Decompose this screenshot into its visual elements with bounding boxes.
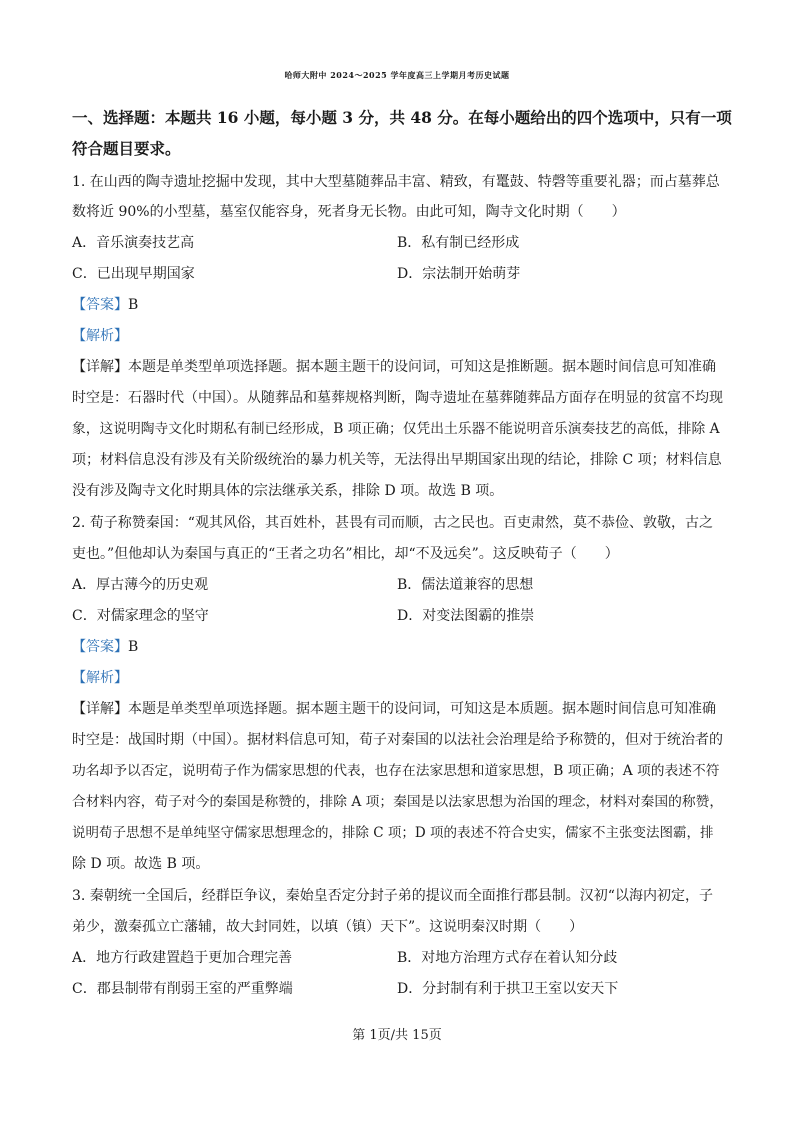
question-2-stem-line-2: 吏也。”但他却认为秦国与真正的“王者之功名”相比，却“不及远矣”。这反映荀子（ ） (72, 546, 619, 562)
question-2-detail-line-1: 【详解】本题是单类型单项选择题。据本题主题干的设问词，可知这是本质题。据本题时间信息可知准确 (72, 701, 716, 717)
page-footer: 第 1页/共 15页 (352, 1028, 442, 1043)
question-2-option-b: B．儒法道兼容的思想 (397, 577, 534, 593)
question-1-detail-line-1: 【详解】本题是单类型单项选择题。据本题主题干的设问词，可知这是推断题。据本题时间信息可知准确 (72, 359, 716, 375)
question-1-option-c: C．已出现早期国家 (72, 266, 195, 282)
question-3-option-c: C．郡县制带有削弱王室的严重弊端 (72, 981, 293, 997)
question-3-option-d: D．分封制有利于拱卫王室以安天下 (397, 981, 619, 997)
question-1-detail-line-3: 象，这说明陶寺文化时期私有制已经形成，B 项正确；仅凭出土乐器不能说明音乐演奏技艺的高低，排除 A (72, 421, 720, 437)
question-2-answer (72, 637, 138, 657)
question-1-option-b: B．私有制已经形成 (397, 235, 520, 251)
question-2-detail-line-5: 说明荀子思想不是单纯坚守儒家思想理念的，排除 C 项；D 项的表述不符合史实，儒家不主张变法图霸，排 (72, 825, 714, 841)
question-2-analysis-label: 【解析】 (72, 670, 128, 686)
answer-label: 【答案】 (72, 639, 128, 655)
question-3-option-b: B．对地方治理方式存在着认知分歧 (397, 950, 618, 966)
question-1-detail-line-2: 时空是：石器时代（中国）。从随葬品和墓葬规格判断，陶寺遗址在墓葬随葬品方面存在明显的贫富不均现 (72, 390, 723, 406)
question-3-stem-line-1: 3. 秦朝统一全国后，经群臣争议，秦始皇否定分封子弟的提议而全面推行郡县制。汉初“以海内初定，子 (72, 888, 713, 904)
question-3-option-a: A．地方行政建置趋于更加合理完善 (72, 950, 293, 966)
question-2-detail-line-2: 时空是：战国时期（中国）。据材料信息可知，荀子对秦国的以法社会治理是给予称赞的，但对于统治者的 (72, 732, 723, 748)
question-2-detail-line-6: 除 D 项。故选 B 项。 (72, 856, 210, 872)
question-1-answer (72, 295, 138, 315)
question-1-stem-line-2: 数将近 90%的小型墓，墓室仅能容身，死者身无长物。由此可知，陶寺文化时期（ ） (72, 204, 626, 220)
question-2-option-c: C．对儒家理念的坚守 (72, 608, 209, 624)
question-1-detail-line-5: 没有涉及陶寺文化时期具体的宗法继承关系，排除 D 项。故选 B 项。 (72, 483, 504, 499)
question-2-stem-line-1: 2. 荀子称赞秦国：“观其风俗，其百姓朴，甚畏有司而顺，古之民也。百吏肃然，莫不恭俭、敦敬，古之 (72, 515, 713, 531)
question-1-detail-line-4: 项；材料信息没有涉及有关阶级统治的暴力机关等，无法得出早期国家出现的结论，排除 C 项；材料信息 (72, 452, 722, 468)
question-2-detail-line-4: 合材料内容，荀子对今的秦国是称赞的，排除 A 项；秦国是以法家思想为治国的理念，材料对秦国的称赞， (72, 794, 724, 810)
answer-value: B (128, 297, 139, 313)
question-1-stem-line-1: 1. 在山西的陶寺遗址挖掘中发现，其中大型墓随葬品丰富、精致，有鼍鼓、特磬等重要礼器；而占墓葬总 (72, 174, 720, 190)
question-2-detail-line-3: 功名却予以否定，说明荀子作为儒家思想的代表，也存在法家思想和道家思想，B 项正确；A 项的表述不符 (72, 763, 720, 779)
section-header: 一、选择题：本题共 16 小题，每小题 3 分，共 48 分。在每小题给出的四个选项中，只有一项符合题目要求。 (72, 108, 732, 158)
question-2-option-d: D．对变法图霸的推崇 (397, 608, 535, 624)
question-1-option-d: D．宗法制开始萌芽 (397, 266, 521, 282)
question-1-analysis-label: 【解析】 (72, 328, 128, 344)
question-3-stem-line-2: 弟少，激秦孤立亡藩辅，故大封同姓，以填（镇）天下”。这说明秦汉时期（ ） (72, 919, 584, 935)
question-1-option-a: A．音乐演奏技艺高 (72, 235, 195, 251)
question-2-option-a: A．厚古薄今的历史观 (72, 577, 209, 593)
page-title: 哈师大附中 2024～2025 学年度高三上学期月考历史试题 (284, 70, 510, 80)
answer-label: 【答案】 (72, 297, 128, 313)
answer-value: B (128, 639, 139, 655)
